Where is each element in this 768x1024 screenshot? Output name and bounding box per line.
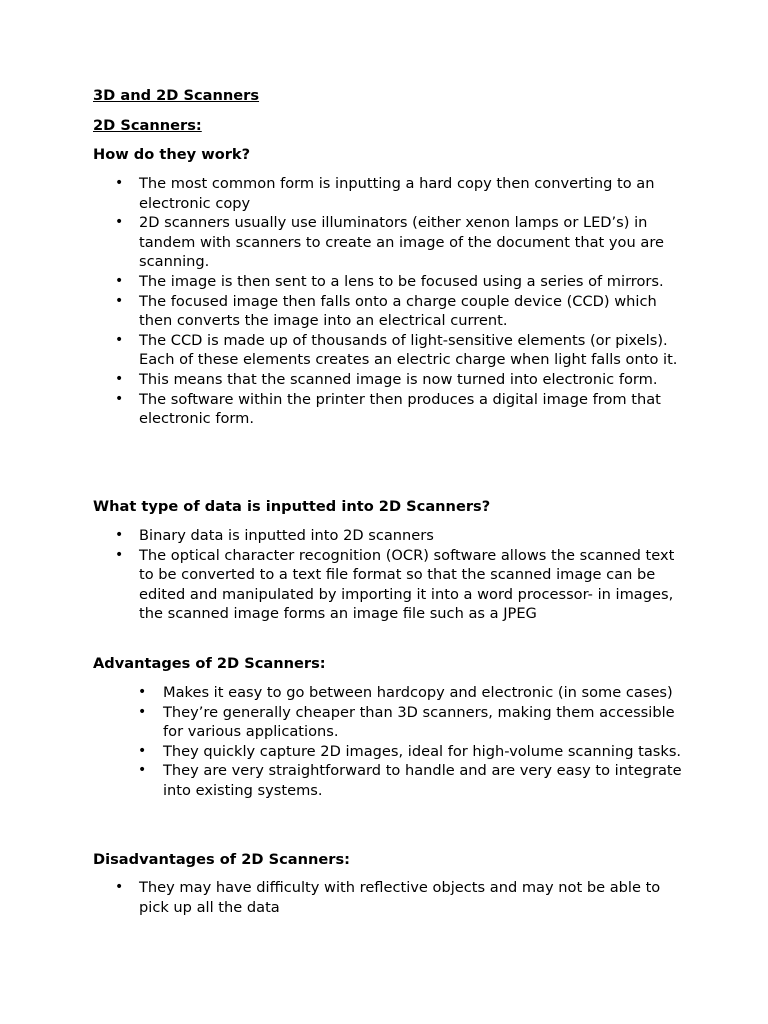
how-list	[115, 174, 687, 429]
list-item-text: The image is then sent to a lens to be focused using a series of mirrors.	[139, 272, 664, 290]
data-type-list	[115, 526, 687, 624]
subheading-data-type: What type of data is inputted into 2D Scanners?	[93, 498, 491, 515]
bullet-glyph: •	[115, 214, 124, 231]
bullet-glyph: •	[138, 703, 147, 720]
list-item-text: The CCD is made up of thousands of light-sensitive elements (or pixels). Each of these elements creates an electric charge when light falls onto it.	[139, 331, 678, 369]
bullet-glyph: •	[115, 370, 124, 387]
list-item-text: They’re generally cheaper than 3D scanners, making them accessible for various applications.	[163, 703, 675, 741]
list-item-text: The most common form is inputting a hard copy then converting to an electronic copy	[139, 175, 655, 212]
list-item	[115, 272, 687, 292]
disadvantages-list	[115, 878, 687, 917]
document-title: 3D and 2D Scanners	[93, 87, 260, 104]
list-item	[138, 761, 685, 800]
bullet-glyph: •	[138, 684, 147, 700]
list-item	[138, 703, 685, 742]
subheading-how-do-they-work: How do they work?	[93, 146, 251, 163]
list-item	[115, 370, 687, 390]
list-item	[115, 878, 687, 917]
bullet-glyph: •	[115, 331, 124, 348]
bullet-glyph: •	[115, 292, 124, 309]
list-item-text: The focused image then falls onto a charge couple device (CCD) which then converts the image into an electrical current.	[139, 292, 657, 330]
list-item-text: They are very straightforward to handle and are very easy to integrate into existing systems.	[163, 762, 682, 799]
section-heading-2d-scanners: 2D Scanners:	[93, 117, 202, 134]
list-item-text: This means that the scanned image is now turned into electronic form.	[139, 370, 658, 388]
advantages-list	[138, 683, 685, 801]
bullet-glyph: •	[138, 742, 147, 759]
list-item-text: Binary data is inputted into 2D scanners	[139, 527, 434, 544]
list-item-text: The software within the printer then produces a digital image from that electronic form.	[139, 390, 661, 428]
bullet-glyph: •	[115, 272, 124, 289]
list-item	[115, 213, 687, 272]
list-item	[138, 742, 685, 762]
list-item-text: The optical character recognition (OCR) software allows the scanned text to be converted to a text file format so that the scanned image can be edited and manipulated by importing it into a word processor- in images, the scanned image forms an image file such as a JPEG	[139, 546, 675, 623]
bullet-glyph: •	[115, 879, 124, 895]
list-item	[115, 331, 687, 370]
list-item-text: They quickly capture 2D images, ideal for high-volume scanning tasks.	[163, 742, 682, 760]
list-item-text: 2D scanners usually use illuminators (either xenon lamps or LED’s) in tandem with scanners to create an image of the document that you are scanning.	[139, 214, 664, 271]
list-item-text: They may have difficulty with reflective objects and may not be able to pick up all the data	[139, 879, 661, 916]
list-item	[115, 546, 687, 624]
bullet-glyph: •	[115, 527, 124, 543]
list-item	[115, 526, 687, 546]
bullet-glyph: •	[115, 175, 124, 191]
subheading-disadvantages: Disadvantages of 2D Scanners:	[93, 851, 350, 868]
list-item	[115, 292, 687, 331]
list-item-text: Makes it easy to go between hardcopy and electronic (in some cases)	[163, 684, 673, 701]
bullet-glyph: •	[115, 546, 124, 563]
bullet-glyph: •	[138, 762, 147, 779]
subheading-advantages: Advantages of 2D Scanners:	[93, 655, 326, 672]
list-item	[138, 683, 685, 703]
bullet-glyph: •	[115, 390, 124, 407]
list-item	[115, 390, 687, 429]
list-item	[115, 174, 687, 213]
